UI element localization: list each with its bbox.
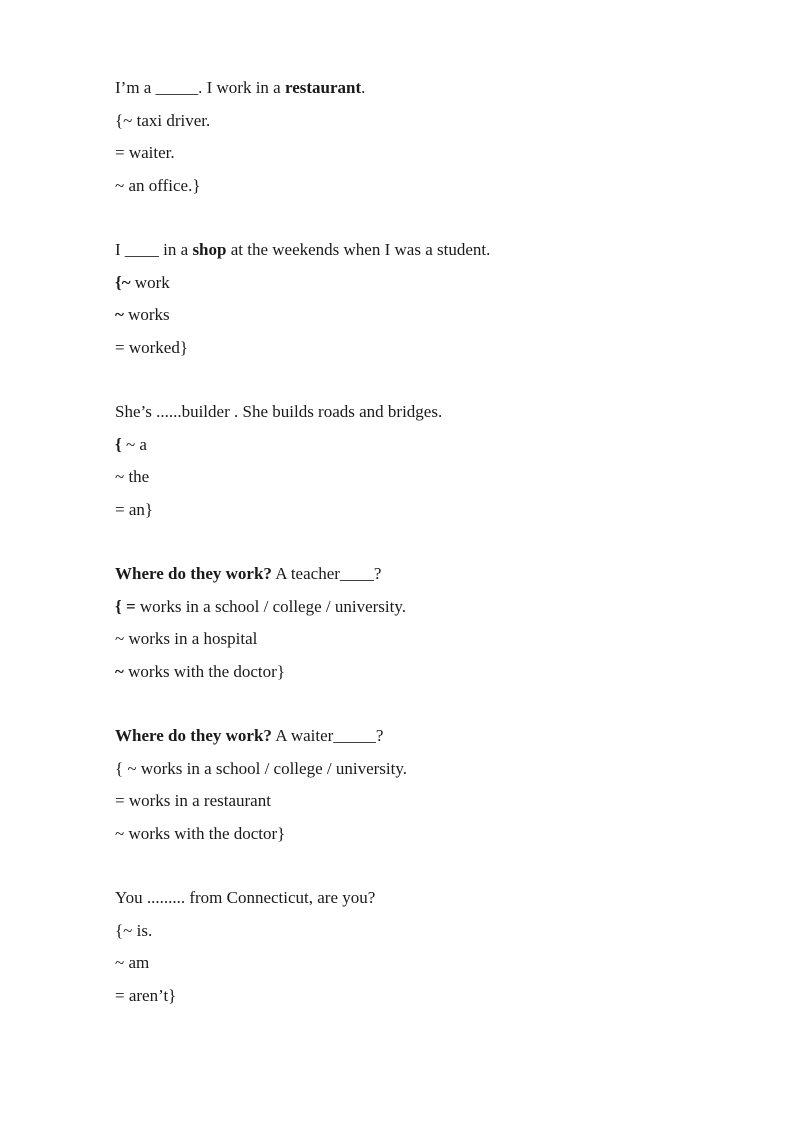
stem-text: at the weekends when I was a student. <box>226 240 491 259</box>
option-text: ~ am <box>115 953 150 972</box>
answer-option <box>115 137 735 170</box>
option-marker: { <box>115 434 122 454</box>
question-stem <box>115 720 735 753</box>
option-text: works <box>123 305 170 324</box>
answer-option <box>115 429 735 462</box>
option-text: ~ an office.} <box>115 175 201 195</box>
answer-option <box>115 332 735 365</box>
option-text: { ~ works in a school / college / university. <box>115 758 407 778</box>
answer-option <box>115 785 735 818</box>
answer-option <box>115 494 735 527</box>
option-text: ~ the <box>115 467 150 486</box>
option-text: = worked} <box>115 337 188 357</box>
option-marker: { = <box>115 596 136 616</box>
answer-option <box>115 980 735 1013</box>
stem-text: A teacher____? <box>271 564 382 583</box>
stem-text: . <box>361 78 366 97</box>
question-block <box>115 234 735 364</box>
option-text: = an} <box>115 499 154 519</box>
answer-option <box>115 170 735 203</box>
option-text: ~ works in a hospital <box>115 629 258 648</box>
option-text: works with the doctor} <box>123 661 285 681</box>
stem-text: I’m a _____. I work in a <box>115 78 285 97</box>
stem-text: A waiter_____? <box>271 726 384 745</box>
question-block <box>115 720 735 850</box>
stem-text: She’s ......builder . She builds roads and bridges. <box>115 402 443 421</box>
option-text: {~ taxi driver. <box>115 110 211 130</box>
question-stem <box>115 558 735 591</box>
answer-option <box>115 947 735 980</box>
stem-text: You ......... from Connecticut, are you? <box>115 888 376 907</box>
answer-option <box>115 591 735 624</box>
option-text: ~ a <box>121 434 147 454</box>
option-marker: ~ <box>115 305 124 324</box>
stem-bold-text: restaurant <box>284 78 362 97</box>
stem-bold-text: Where do they work? <box>115 726 272 745</box>
answer-option <box>115 267 735 300</box>
answer-option <box>115 818 735 851</box>
answer-option <box>115 105 735 138</box>
option-text: {~ is. <box>115 920 153 940</box>
option-text: = works in a restaurant <box>115 791 271 810</box>
document-page <box>115 72 735 1044</box>
answer-option <box>115 461 735 494</box>
option-text: work <box>130 272 170 292</box>
option-marker: {~ <box>115 272 131 292</box>
answer-option <box>115 915 735 948</box>
option-text: works in a school / college / university. <box>135 596 407 616</box>
stem-text: I ____ in a <box>115 240 193 259</box>
answer-option <box>115 753 735 786</box>
question-stem <box>115 882 735 915</box>
option-text: ~ works with the doctor} <box>115 823 286 843</box>
option-marker: ~ <box>115 661 124 681</box>
question-stem <box>115 234 735 267</box>
answer-option <box>115 623 735 656</box>
answer-option <box>115 656 735 689</box>
question-stem <box>115 72 735 105</box>
question-block <box>115 396 735 526</box>
question-block <box>115 72 735 202</box>
question-block <box>115 882 735 1012</box>
stem-bold-text: shop <box>192 240 227 259</box>
answer-option <box>115 299 735 332</box>
question-stem <box>115 396 735 429</box>
option-text: = waiter. <box>115 143 175 162</box>
option-text: = aren’t} <box>115 985 177 1005</box>
stem-bold-text: Where do they work? <box>115 564 272 583</box>
question-block <box>115 558 735 688</box>
